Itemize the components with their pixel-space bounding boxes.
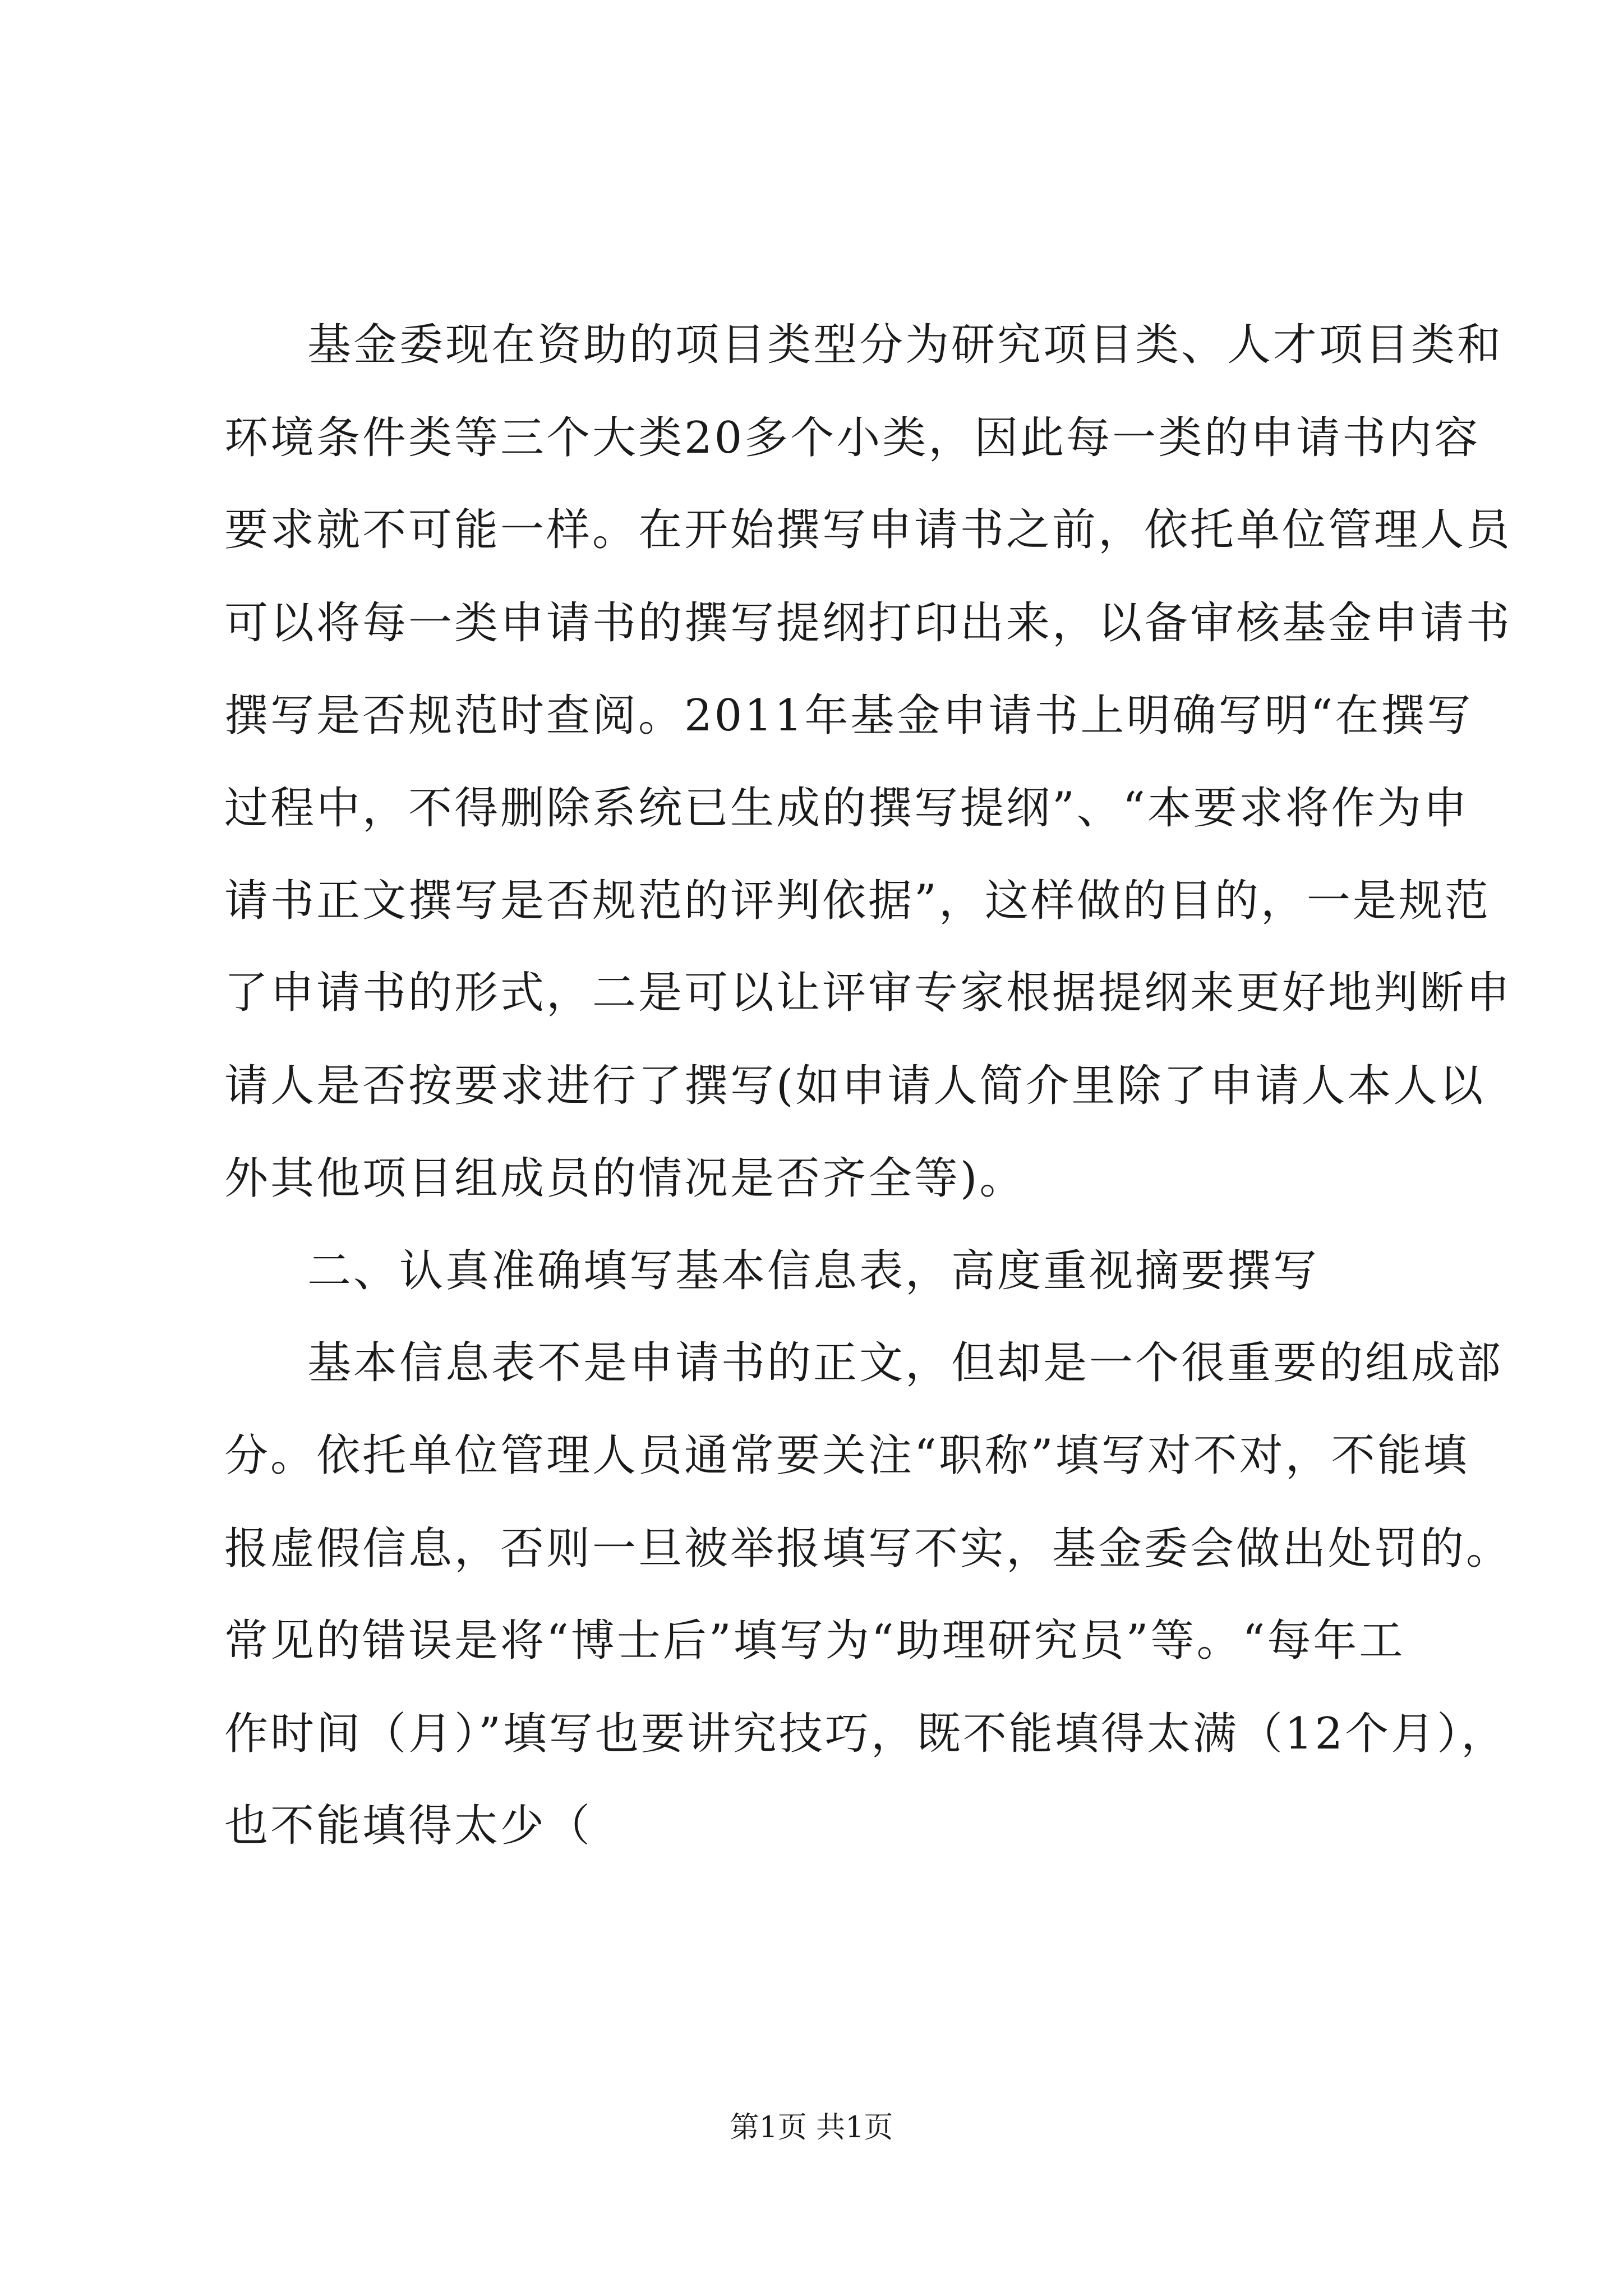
paragraph-2-line-2: 分。依托单位管理人员通常要关注“职称”填写对不对，不能填 <box>224 1430 1469 1481</box>
paragraph-1-line-9: 请人是否按要求进行了撰写(如申请人简介里除了申请人本人以 <box>224 1061 1486 1111</box>
paragraph-1-line-8: 了申请书的形式，二是可以让评审专家根据提纲来更好地判断申 <box>224 968 1513 1018</box>
paragraph-1-line-10: 外其他项目组成员的情况是否齐全等)。 <box>224 1153 1026 1204</box>
paragraph-1-line-2: 环境条件类等三个大类20多个小类，因此每一类的申请书内容 <box>224 413 1481 463</box>
section-heading: 二、认真准确填写基本信息表，高度重视摘要撰写 <box>307 1246 1320 1296</box>
paragraph-2-line-3: 报虚假信息，否则一旦被举报填写不实，基金委会做出处罚的。 <box>224 1524 1513 1574</box>
page-footer: 第1页 共1页 <box>730 2111 893 2145</box>
paragraph-1-line-5: 撰写是否规范时查阅。2011年基金申请书上明确写明“在撰写 <box>224 691 1473 741</box>
paragraph-1-line-1: 基金委现在资助的项目类型分为研究项目类、人才项目类和 <box>307 320 1504 370</box>
paragraph-1-line-7: 请书正文撰写是否规范的评判依据”，这样做的目的，一是规范 <box>224 876 1491 926</box>
paragraph-2-line-6: 也不能填得太少（ <box>224 1801 593 1851</box>
paragraph-2-line-1: 基本信息表不是申请书的正文，但却是一个很重要的组成部 <box>307 1338 1504 1388</box>
paragraph-1-line-6: 过程中，不得删除系统已生成的撰写提纲”、“本要求将作为申 <box>224 783 1469 834</box>
paragraph-1-line-3: 要求就不可能一样。在开始撰写申请书之前，依托单位管理人员 <box>224 505 1513 555</box>
paragraph-2-line-4: 常见的错误是将“博士后”填写为“助理研究员”等。“每年工 <box>224 1616 1405 1666</box>
paragraph-1-line-4: 可以将每一类申请书的撰写提纲打印出来，以备审核基金申请书 <box>224 598 1513 648</box>
paragraph-2-line-5: 作时间（月）”填写也要讲究技巧，既不能填得太满（12个月）， <box>224 1709 1507 1759</box>
